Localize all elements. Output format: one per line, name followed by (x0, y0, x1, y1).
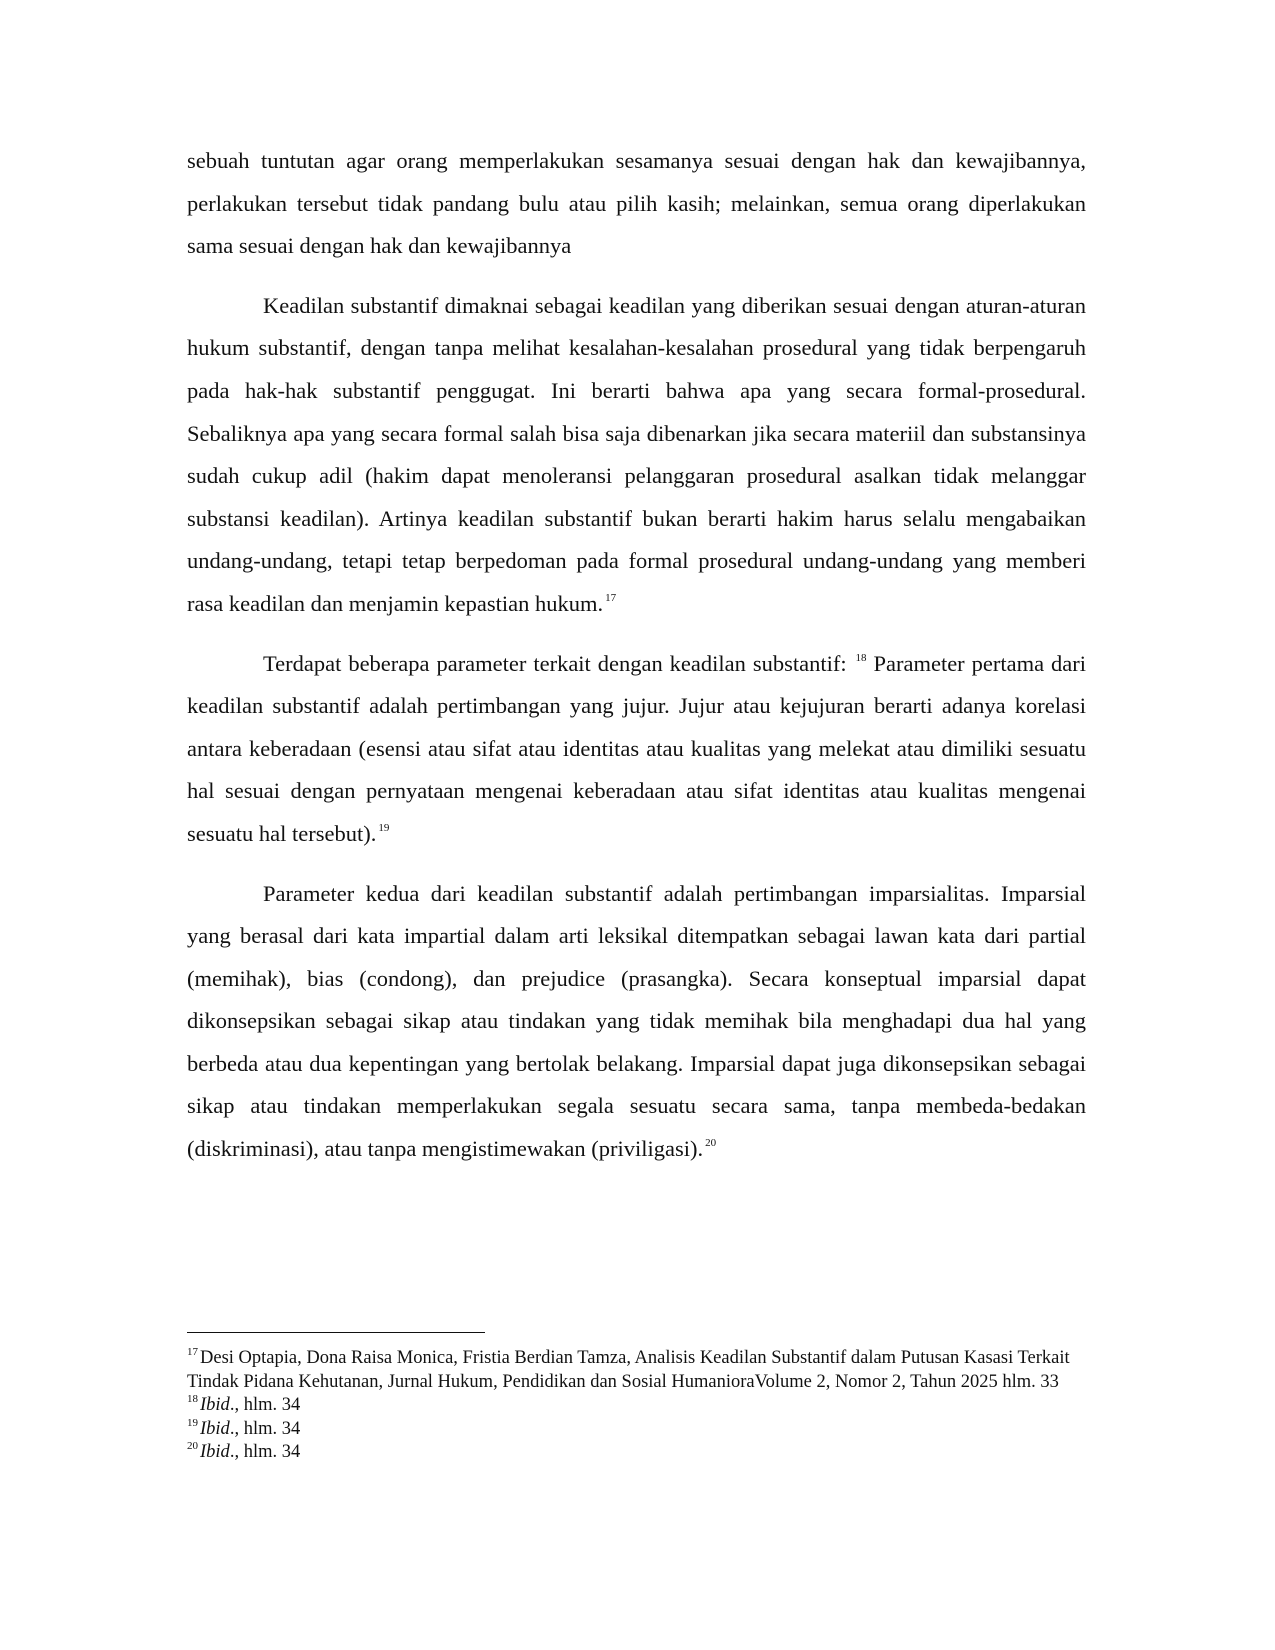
footnote-ibid: Ibid (200, 1395, 230, 1415)
footnote-reference[interactable]: 18 (855, 651, 867, 664)
paragraph-keadilan-substantif (187, 285, 1086, 626)
footnote-reference[interactable]: 20 (705, 1137, 717, 1150)
footnote-item (187, 1347, 1086, 1394)
footnote-item (187, 1394, 1086, 1418)
paragraph-parameter-pertama (187, 643, 1086, 856)
paragraph-text: Parameter pertama dari keadilan substantif adalah pertimbangan yang jujur. Jujur atau kejujuran berarti adanya korelasi antara keberadaan (esensi atau sifat atau identitas atau kualitas yang melekat atau dimiliki sesuatu hal sesuai dengan pernyataan mengenai keberadaan atau sifat identitas atau kualitas mengenai sesuatu hal tersebut). (187, 650, 1086, 846)
footnote-number: 19 (187, 1416, 198, 1429)
paragraph-parameter-kedua (187, 873, 1086, 1171)
footnote-number: 18 (187, 1393, 198, 1405)
footnote-text: ., hlm. 34 (229, 1442, 301, 1462)
footnote-item (187, 1441, 1086, 1465)
footnote-number: 17 (187, 1346, 198, 1358)
footnote-item (187, 1418, 1086, 1442)
footnote-separator (187, 1332, 485, 1333)
paragraph-text: Parameter kedua dari keadilan substantif adalah pertimbangan imparsialitas. Imparsial yang berasal dari kata impartial dalam arti leksikal ditempatkan sebagai lawan kata dari partial (memihak), bias (condong), dan prejudice (prasangka). Secara konseptual imparsial dapat dikonsepsikan sebagai sikap atau tindakan yang tidak memihak bila menghadapi dua hal yang berbeda atau dua kepentingan yang bertolak belakang. Imparsial dapat juga dikonsepsikan sebagai sikap atau tindakan memperlakukan segala sesuatu secara sama, tanpa membeda-bedakan (diskriminasi), atau tanpa mengistimewakan (priviligasi). (187, 880, 1086, 1162)
document-body (187, 140, 1086, 1171)
footnote-number: 20 (187, 1440, 198, 1452)
footnote-text: ., hlm. 34 (229, 1418, 301, 1439)
footnote-reference[interactable]: 19 (378, 821, 390, 834)
paragraph-text: sebuah tuntutan agar orang memperlakukan sesamanya sesuai dengan hak dan kewajibannya, perlakukan tersebut tidak pandang bulu atau pilih kasih; melainkan, semua orang diperlakukan sama sesuai dengan hak dan kewajibannya (187, 148, 1086, 259)
footnote-text: ., hlm. 34 (229, 1395, 301, 1415)
paragraph-continuation (187, 140, 1086, 268)
footnotes-section (187, 1332, 1086, 1465)
footnote-reference[interactable]: 17 (605, 591, 617, 604)
paragraph-text: Terdapat beberapa parameter terkait dengan keadilan substantif: (263, 650, 847, 676)
footnote-ibid: Ibid (200, 1418, 230, 1439)
paragraph-text: Keadilan substantif dimaknai sebagai keadilan yang diberikan sesuai dengan aturan-aturan hukum substantif, dengan tanpa melihat kesalahan-kesalahan prosedural yang tidak berpengaruh pada hak-hak substantif penggugat. Ini berarti bahwa apa yang secara formal-prosedural. Sebaliknya apa yang secara formal salah bisa saja dibenarkan jika secara materiil dan substansinya sudah cukup adil (hakim dapat menoleransi pelanggaran prosedural asalkan tidak melanggar substansi keadilan). Artinya keadilan substantif bukan berarti hakim harus selalu mengabaikan undang-undang, tetapi tetap berpedoman pada formal prosedural undang-undang yang memberi rasa keadilan dan menjamin kepastian hukum. (187, 292, 1086, 616)
footnote-ibid: Ibid (200, 1442, 230, 1462)
footnote-text: Desi Optapia, Dona Raisa Monica, Fristia Berdian Tamza, Analisis Keadilan Substantif dalam Putusan Kasasi Terkait Tindak Pidana Kehutanan, Jurnal Hukum, Pendidikan dan Sosial HumanioraVolume 2, Nomor 2, Tahun 2025 hlm. 33 (187, 1348, 1070, 1392)
